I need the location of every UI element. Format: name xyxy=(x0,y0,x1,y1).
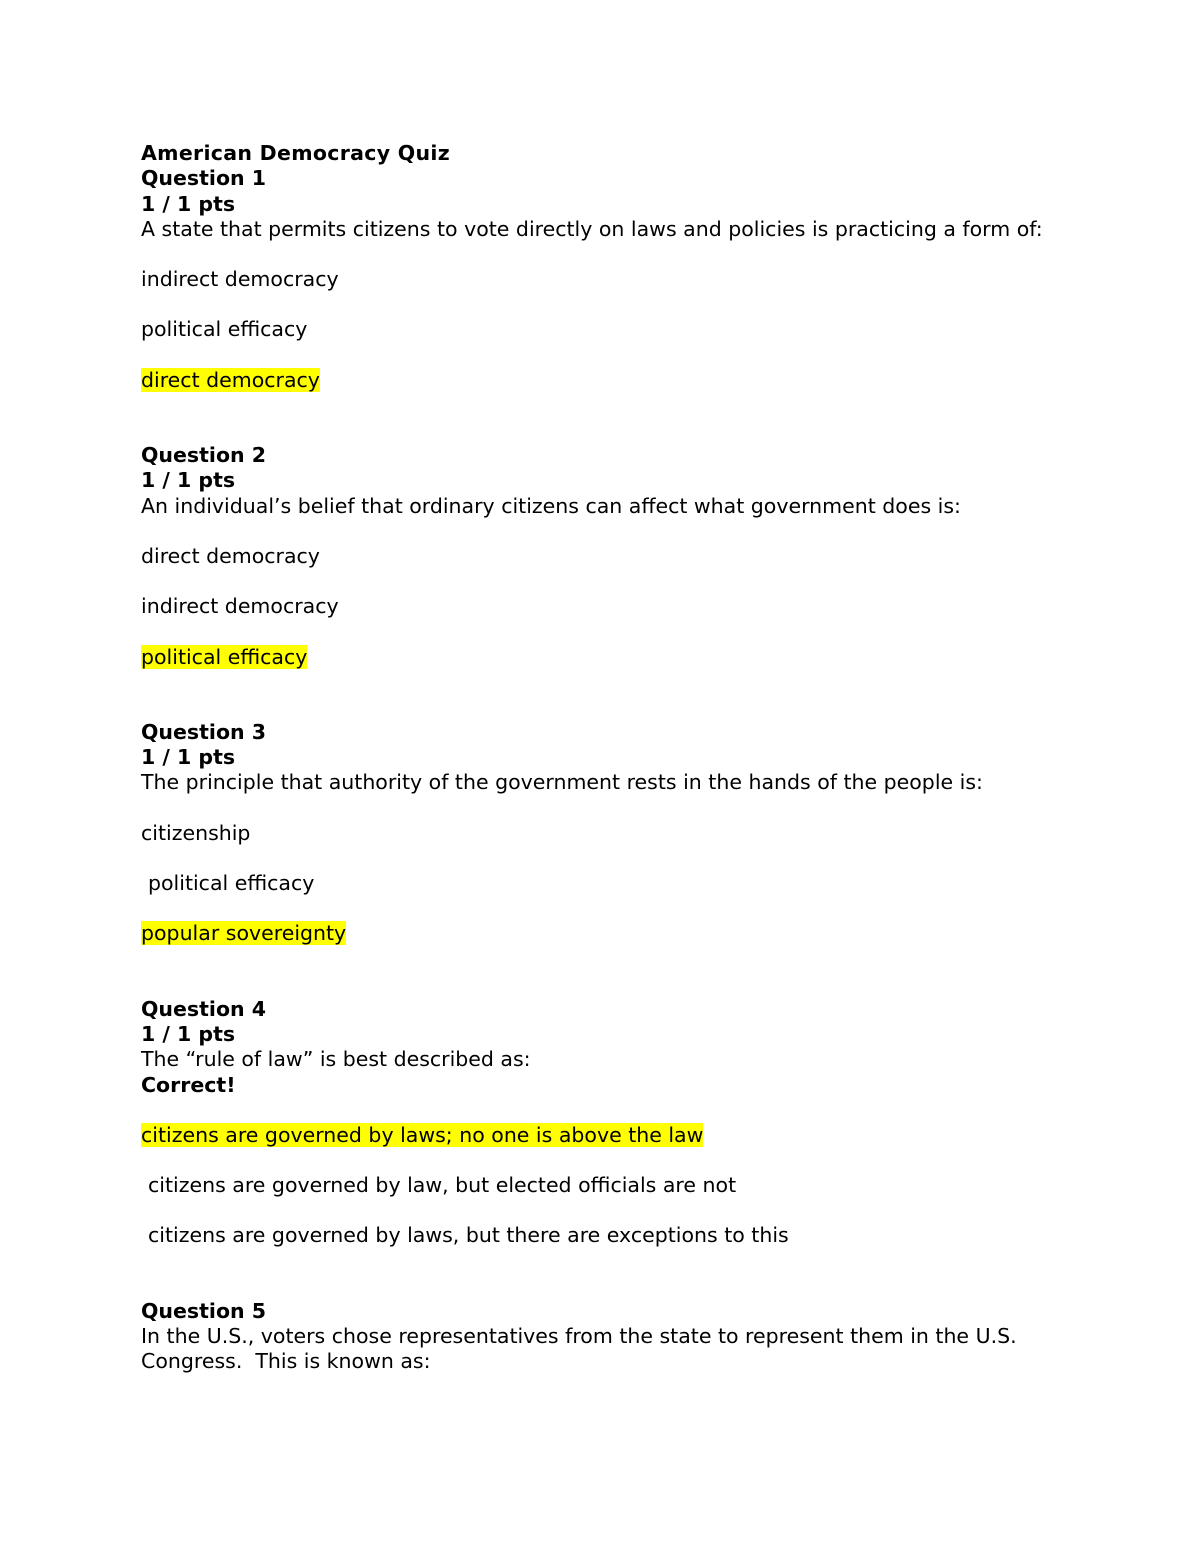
correct-answer-highlight: popular sovereignty xyxy=(141,921,347,946)
answer-option xyxy=(141,544,1071,569)
answer-option-text: indirect democracy xyxy=(141,267,339,292)
quiz-content xyxy=(141,141,1071,1375)
question-score: 1 / 1 pts xyxy=(141,468,236,493)
answer-option xyxy=(141,267,1071,292)
answer-option-text: citizens are governed by laws, but there are exceptions to this xyxy=(148,1223,789,1248)
answer-option-correct xyxy=(141,1123,1071,1148)
question-score: 1 / 1 pts xyxy=(141,1021,236,1046)
answer-option-correct xyxy=(141,645,1071,670)
answer-option-correct xyxy=(141,368,1071,393)
question-score: 1 / 1 pts xyxy=(141,745,236,770)
answer-option xyxy=(141,871,1071,896)
page-title: American Democracy Quiz xyxy=(141,141,450,165)
spacer xyxy=(141,670,1071,720)
question-4 xyxy=(141,997,1071,1249)
question-prompt: A state that permits citizens to vote directly on laws and policies is practicing a form of: xyxy=(141,216,1043,241)
answer-option-text: political efficacy xyxy=(141,317,308,342)
question-heading: Question 3 xyxy=(141,719,267,744)
answer-option-text: political efficacy xyxy=(148,871,315,896)
answer-option-correct xyxy=(141,921,1071,946)
question-1 xyxy=(141,166,1071,393)
question-heading: Question 2 xyxy=(141,443,267,468)
question-5 xyxy=(141,1299,1071,1375)
question-prompt: The principle that authority of the government rests in the hands of the people is: xyxy=(141,770,983,795)
question-prompt: An individual’s belief that ordinary citizens can affect what government does is: xyxy=(141,493,961,518)
question-heading: Question 1 xyxy=(141,166,267,191)
answer-option xyxy=(141,1223,1071,1248)
correct-answer-highlight: citizens are governed by laws; no one is above the law xyxy=(141,1122,704,1147)
feedback-label: Correct! xyxy=(141,1072,236,1097)
question-prompt: In the U.S., voters chose representatives from the state to represent them in the U.S. Congress. This is known as: xyxy=(141,1324,1024,1374)
answer-option xyxy=(141,1173,1071,1198)
answer-option xyxy=(141,317,1071,342)
question-prompt: The “rule of law” is best described as: xyxy=(141,1047,531,1072)
answer-option-text: indirect democracy xyxy=(141,594,339,619)
correct-answer-highlight: direct democracy xyxy=(141,367,320,392)
spacer xyxy=(141,393,1071,443)
answer-option xyxy=(141,821,1071,846)
question-heading: Question 4 xyxy=(141,996,267,1021)
spacer xyxy=(141,947,1071,997)
answer-option-text: citizenship xyxy=(141,820,251,845)
answer-option-text: citizens are governed by law, but elected officials are not xyxy=(148,1173,737,1198)
spacer xyxy=(141,1249,1071,1299)
answer-option xyxy=(141,594,1071,619)
question-score: 1 / 1 pts xyxy=(141,191,236,216)
correct-answer-highlight: political efficacy xyxy=(141,644,308,669)
question-heading: Question 5 xyxy=(141,1298,267,1323)
answer-option-text: direct democracy xyxy=(141,543,320,568)
question-2 xyxy=(141,443,1071,670)
question-3 xyxy=(141,720,1071,947)
